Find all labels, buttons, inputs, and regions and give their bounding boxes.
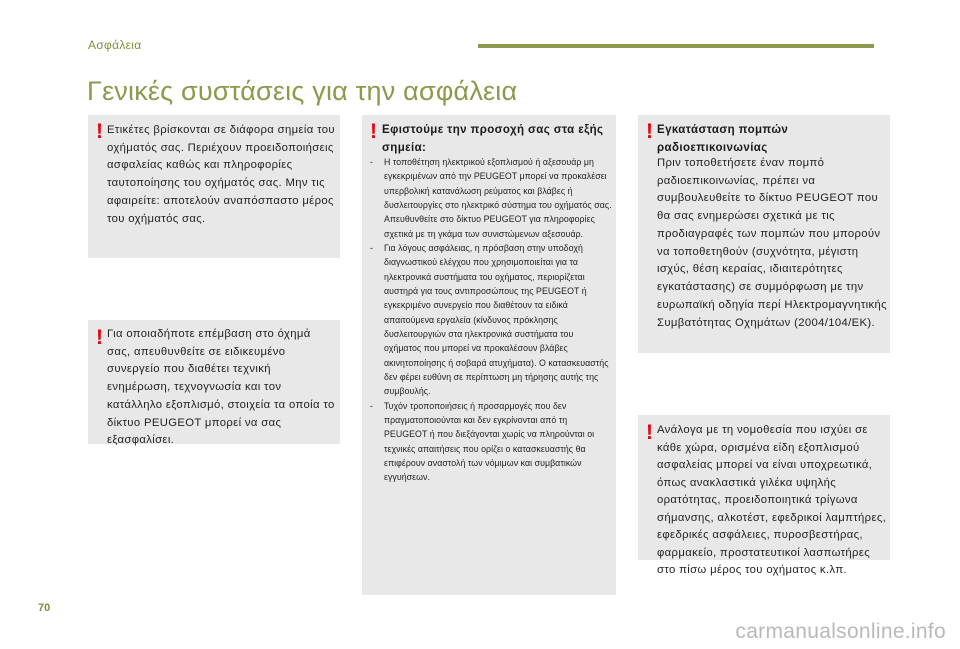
- bullet-dash: -: [370, 242, 373, 253]
- radio-notice-box: [638, 115, 890, 353]
- radio-notice-text: Πριν τοποθετήσετε έναν πομπό ραδιοεπικοινωνίας, πρέπει να συμβουλευθείτε το δίκτυο PEUGEOT που θα σας ενημερώσει σχετικά με τις προδιαγραφές των πομπών που μπορούν να τοποθετηθούν (συχνότητα, μέγιστη ισχύς, θέση κεραίας, ιδιαιτερότητες εγκατάστασης) σε συμμόρφωση με την ευρωπαϊκή οδηγία περί Ηλεκτρομαγνητικής Συμβατότητας Οχημάτων (2004/104/ΕΚ).: [657, 157, 887, 329]
- list-item: [370, 155, 612, 241]
- watermark: carmanualsonline.info: [735, 620, 946, 643]
- intervention-notice-box: [88, 320, 340, 447]
- intervention-notice-text: Για οποιαδήποτε επέμβαση στο όχημά σας, απευθυνθείτε σε ειδικευμένο συνεργείο που διαθέτει τεχνική ενημέρωση, τεχνογνωσία και τον κατάλληλο εξοπλισμό, στοιχεία τα οποία το δίκτυο PEUGEOT μπορεί να σας εξασφαλίσει.: [107, 328, 335, 447]
- list-item: [370, 399, 612, 485]
- labels-notice-box: [88, 115, 340, 258]
- legislation-notice-text: Ανάλογα με τη νομοθεσία που ισχύει σε κάθε χώρα, ορισμένα είδη εξοπλισμού ασφαλείας μπορεί να είναι υποχρεωτικά, όπως ανακλαστικά γιλέκα υψηλής ορατότητας, προειδοποιητικά τρίγωνα σήμανσης, αλκοτέστ, εφεδρικοί λαμπτήρες, εφεδρικές ασφάλειες, πυροσβεστήρας, φαρμακείο, προστατευτικοί λασπωτήρες στο πίσω μέρος του οχήματος κ.λπ.: [657, 424, 887, 576]
- list-item-text: Τυχόν τροποποιήσεις ή προσαρμογές που δεν πραγματοποιούνται και δεν εγκρίνονται από τη PEUGEOT ή που διεξάγονται χωρίς να πληρούνται οι τεχνικές απαιτήσεις που ορίζει ο κατασκευαστής θα επιφέρουν αναστολή των νόμιμων και συμβατικών εγγυήσεων.: [384, 400, 595, 483]
- page-number: 70: [38, 602, 51, 614]
- warning-icon: !: [96, 326, 103, 349]
- warning-icon: !: [646, 120, 653, 143]
- list-item-text: Η τοποθέτηση ηλεκτρικού εξοπλισμού ή αξεσουάρ μη εγκεκριμένων από την PEUGEOT μπορεί να προκαλέσει υπερβολική κατανάλωση ρεύματος και βλάβες ή δυσλειτουργίες στο ηλεκτρικό σύστημα του οχήματός σας. Απευθυνθείτε στο δίκτυο PEUGEOT για πληροφορίες σχετικά με τη γκάμα των συνιστώμενων αξεσουάρ.: [384, 157, 612, 239]
- legislation-notice-box: [638, 415, 890, 576]
- section-label: Ασφάλεια: [88, 38, 142, 52]
- header-rule: [478, 44, 874, 48]
- list-item: [370, 241, 612, 399]
- attention-heading: Εφιστούμε την προσοχή σας στα εξής σημεία:: [382, 124, 604, 154]
- warning-icon: !: [96, 120, 103, 143]
- bullet-dash: -: [370, 400, 373, 411]
- attention-list: [370, 155, 612, 485]
- warning-icon: !: [646, 421, 653, 444]
- list-item-text: Για λόγους ασφάλειας, η πρόσβαση στην υποδοχή διαγνωστικού ελέγχου που χρησιμοποιείται για τα ηλεκτρονικά συστήματα του οχήματος, περιορίζεται αυστηρά για τους αντιπροσώπους της PEUGEOT ή εγκεκριμένο συνεργείο που διαθέτουν τα ειδικά απαιτούμενα εργαλεία (κίνδυνος πρόκλησης δυσλειτουργιών στα ηλεκτρονικά συστήματα του οχήματος που μπορεί να προκαλέσουν βλάβες ακινητοποίησης ή σοβαρά ατυχήματα). Ο κατασκευαστής δεν φέρει ευθύνη σε περίπτωση μη τήρησης αυτής της συμβουλής.: [384, 242, 609, 397]
- page-title: Γενικές συστάσεις για την ασφάλεια: [87, 76, 518, 106]
- attention-notice-box: [362, 115, 616, 595]
- labels-notice-text: Ετικέτες βρίσκονται σε διάφορα σημεία του οχήματός σας. Περιέχουν προειδοποιήσεις ασφαλείας καθώς και πληροφορίες ταυτοποίησης του οχήματός σας. Μην τις αφαιρείτε: αποτελούν αναπόσπαστο μέρος του οχήματός σας.: [107, 124, 335, 225]
- radio-heading: Εγκατάσταση πομπών ραδιοεπικοινωνίας: [657, 124, 789, 154]
- warning-icon: !: [370, 120, 377, 143]
- bullet-dash: -: [370, 157, 373, 167]
